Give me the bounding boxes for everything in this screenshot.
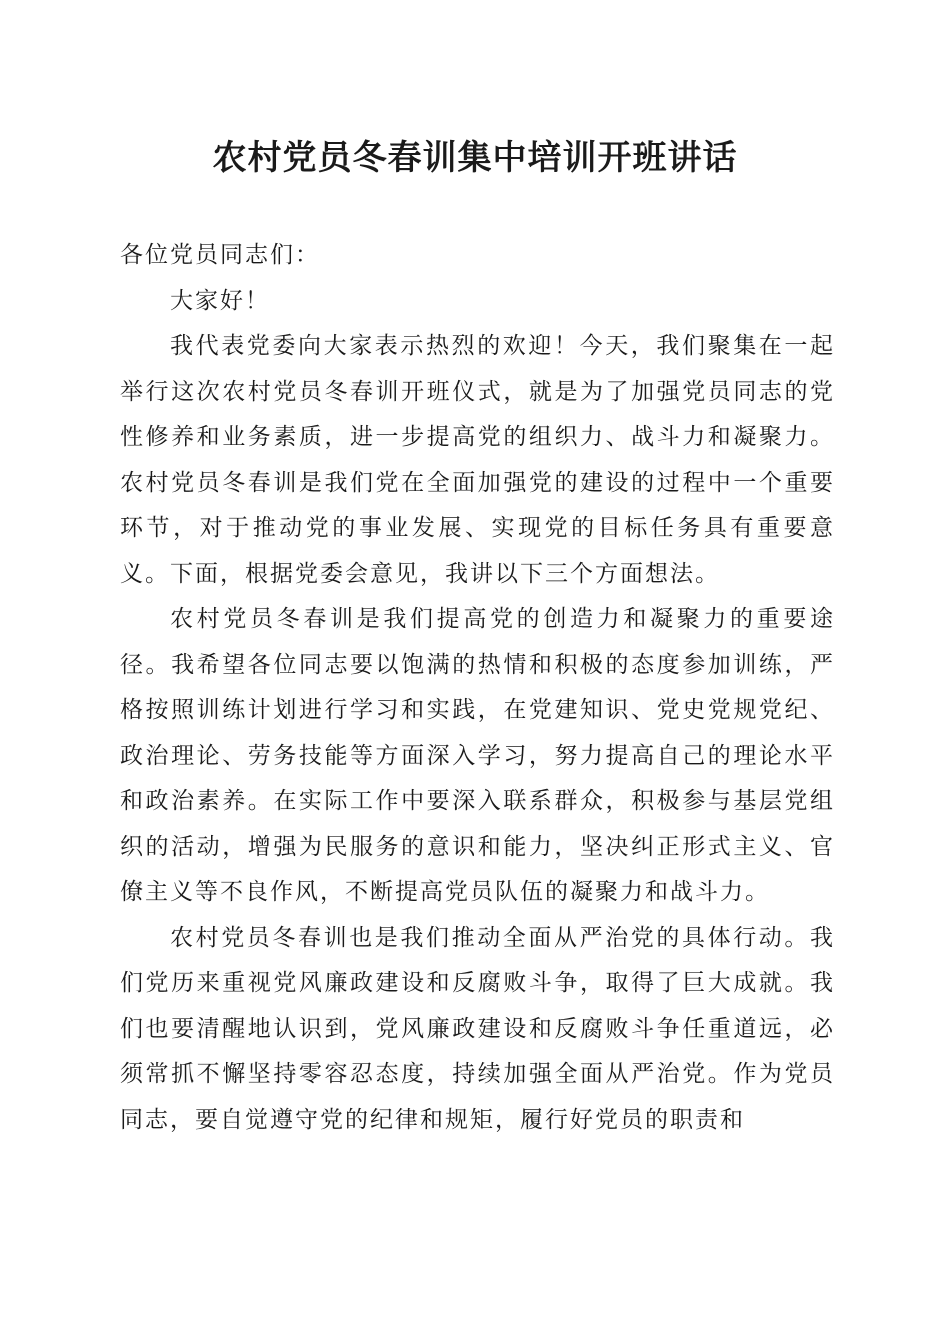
paragraph-greeting: 大家好！ [170, 287, 270, 314]
paragraph-first-point: 农村党员冬春训是我们提高党的创造力和凝聚力的重要途径。我希望各位同志要以饱满的热情和积极的态度参加训练，严格按照训练计划进行学习和实践，在党建知识、党史党规党纪、政治理论、劳务技能等方面深入学习，努力提高自己的理论水平和政治素养。在实际工作中要深入联系群众，积极参与基层党组织的活动，增强为民服务的意识和能力，坚决纠正形式主义、官僚主义等不良作风，不断提高党员队伍的凝聚力和战斗力。 [120, 606, 835, 905]
document-body [120, 233, 835, 1143]
paragraph-welcome: 我代表党委向大家表示热烈的欢迎！今天，我们聚集在一起举行这次农村党员冬春训开班仪式，就是为了加强党员同志的党性修养和业务素质，进一步提高党的组织力、战斗力和凝聚力。农村党员冬春训是我们党在全面加强党的建设的过程中一个重要环节，对于推动党的事业发展、实现党的目标任务具有重要意义。下面，根据党委会意见，我讲以下三个方面想法。 [120, 333, 835, 587]
document-title: 农村党员冬春训集中培训开班讲话 [212, 138, 738, 178]
paragraph-second-point: 农村党员冬春训也是我们推动全面从严治党的具体行动。我们党历来重视党风廉政建设和反腐败斗争，取得了巨大成就。我们也要清醒地认识到，党风廉政建设和反腐败斗争任重道远，必须常抓不懈坚持零容忍态度，持续加强全面从严治党。作为党员同志，要自觉遵守党的纪律和规矩，履行好党员的职责和 [120, 924, 835, 1133]
salutation: 各位党员同志们： [120, 242, 320, 268]
